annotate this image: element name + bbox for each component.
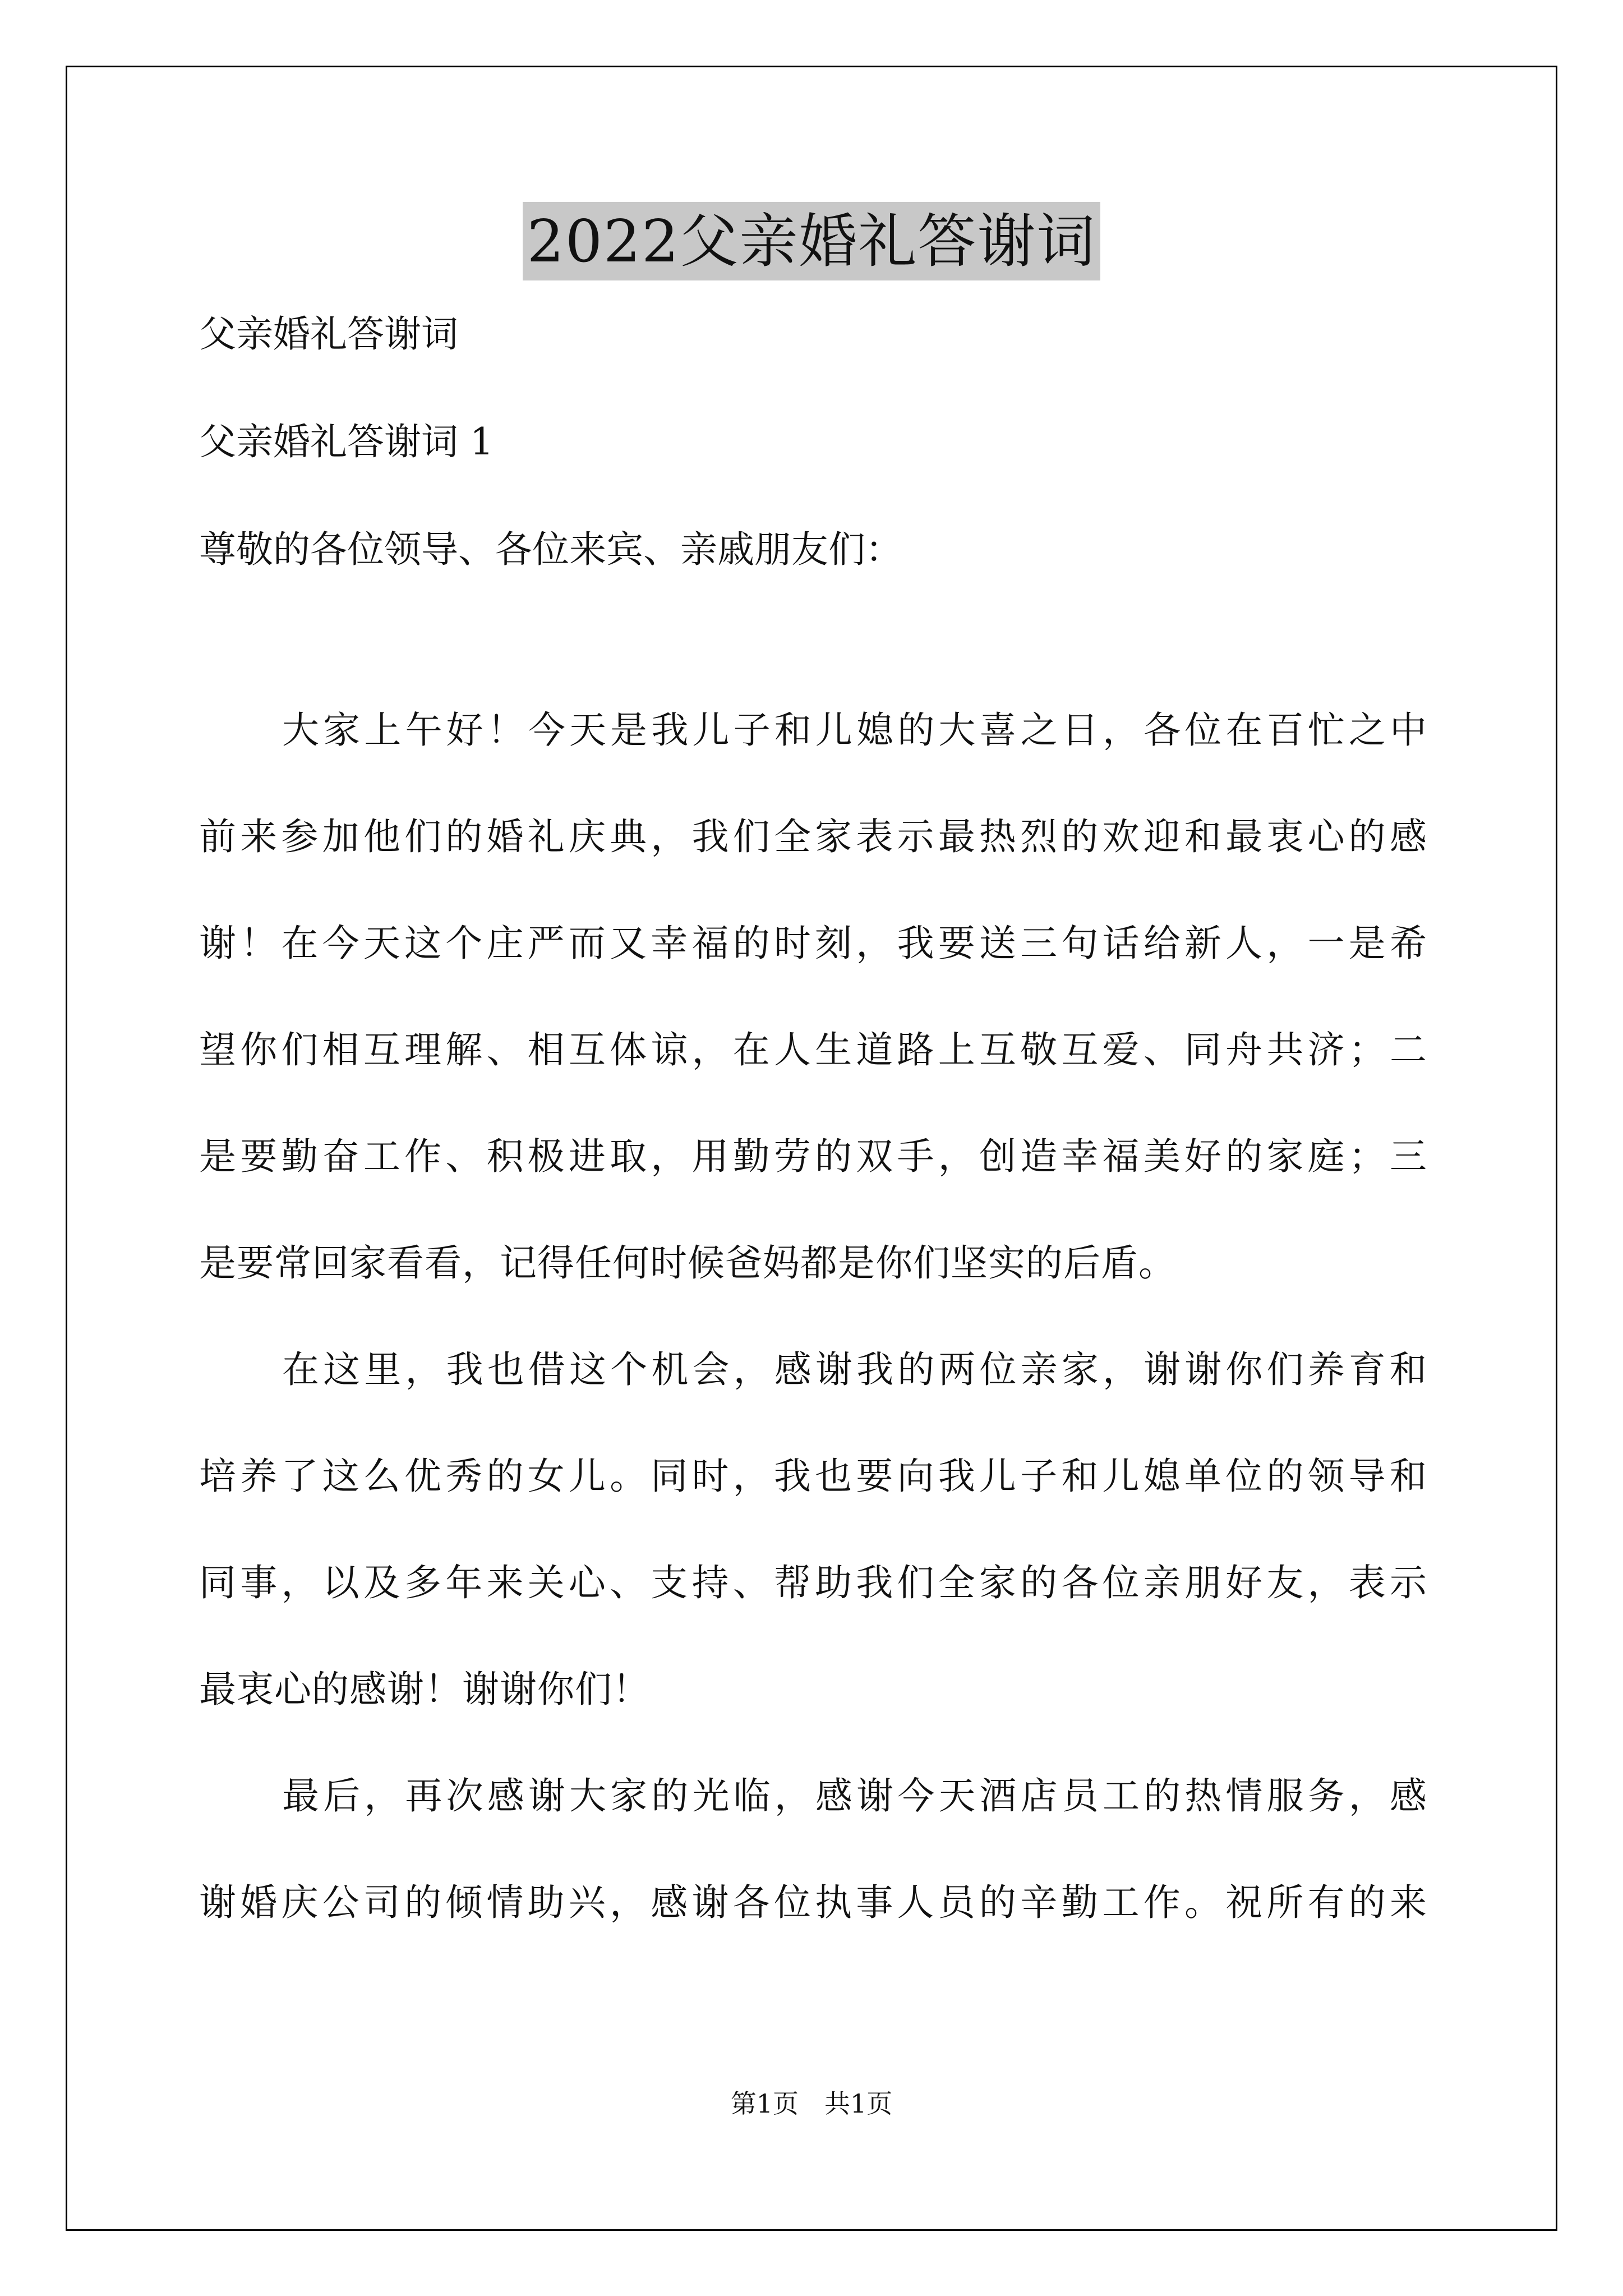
paragraph-line: 是要常回家看看，记得任何时候爸妈都是你们坚实的后盾。 (199, 1241, 1176, 1285)
salutation: 尊敬的各位领导、各位来宾、亲戚朋友们： (199, 528, 902, 571)
paragraph-line: 同事，以及多年来关心、支持、帮助我们全家的各位亲朋好友，表示 (199, 1561, 1427, 1604)
page-number: 第1页 共1页 (730, 2088, 893, 2119)
paragraph-line: 是要勤奋工作、积极进取，用勤劳的双手，创造幸福美好的家庭；三 (199, 1135, 1427, 1178)
paragraph-3 (199, 1769, 1427, 1930)
section-heading: 父亲婚礼答谢词 1 (199, 420, 494, 463)
document-title: 2022父亲婚礼答谢词 (523, 202, 1101, 280)
paragraph-2 (199, 1343, 1427, 1717)
paragraph-line: 在这里，我也借这个机会，感谢我的两位亲家，谢谢你们养育和 (282, 1348, 1427, 1391)
document-subtitle: 父亲婚礼答谢词 (199, 312, 458, 356)
paragraph-line: 谢！在今天这个庄严而又幸福的时刻，我要送三句话给新人，一是希 (199, 922, 1427, 965)
title-container (0, 202, 1623, 280)
spacer (199, 631, 1427, 703)
paragraph-line: 最后，再次感谢大家的光临，感谢今天酒店员工的热情服务，感 (282, 1774, 1427, 1818)
page-footer (0, 2087, 1623, 2120)
document-body (199, 307, 1427, 1982)
paragraph-line: 前来参加他们的婚礼庆典，我们全家表示最热烈的欢迎和最衷心的感 (199, 815, 1427, 858)
paragraph-line: 最衷心的感谢！谢谢你们！ (199, 1668, 650, 1711)
paragraph-line: 大家上午好！今天是我儿子和儿媳的大喜之日，各位在百忙之中 (282, 708, 1427, 752)
paragraph-1 (199, 703, 1427, 1290)
paragraph-line: 望你们相互理解、相互体谅，在人生道路上互敬互爱、同舟共济；二 (199, 1028, 1427, 1071)
paragraph-line: 谢婚庆公司的倾情助兴，感谢各位执事人员的辛勤工作。祝所有的来 (199, 1881, 1427, 1924)
paragraph-line: 培养了这么优秀的女儿。同时，我也要向我儿子和儿媳单位的领导和 (199, 1455, 1427, 1498)
